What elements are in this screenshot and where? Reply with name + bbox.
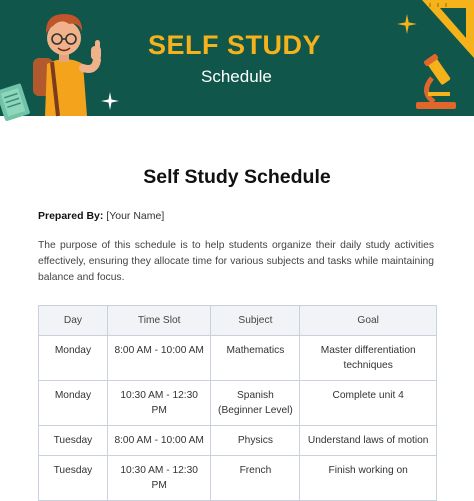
prepared-by-label: Prepared By: bbox=[38, 210, 104, 222]
cell-goal: Understand laws of motion bbox=[300, 426, 437, 456]
prepared-by-value: [Your Name] bbox=[106, 210, 165, 222]
header-subject: Subject bbox=[211, 306, 300, 336]
header-banner bbox=[0, 0, 474, 116]
microscope-icon bbox=[410, 52, 470, 112]
cell-time-slot: 10:30 AM - 12:30 PM bbox=[107, 381, 211, 426]
table-row bbox=[39, 426, 437, 456]
banner-title: SELF STUDY bbox=[148, 30, 322, 60]
purpose-paragraph: The purpose of this schedule is to help students organize their daily study activities effectively, ensuring they allocate time for various subjects and tasks while maintaining balance and focus. bbox=[38, 240, 434, 283]
prepared-by bbox=[38, 210, 164, 222]
cell-goal: Finish working on bbox=[300, 456, 437, 501]
header-time-slot: Time Slot bbox=[107, 306, 211, 336]
table-header-row bbox=[39, 306, 437, 336]
cell-subject: Mathematics bbox=[211, 336, 300, 381]
cell-goal: Master differentiation techniques bbox=[300, 336, 437, 381]
table-row bbox=[39, 381, 437, 426]
cell-day: Tuesday bbox=[39, 426, 108, 456]
document-title: Self Study Schedule bbox=[143, 166, 331, 188]
table-row bbox=[39, 336, 437, 381]
sparkle-icon bbox=[397, 14, 417, 34]
header-goal: Goal bbox=[300, 306, 437, 336]
cell-goal: Complete unit 4 bbox=[300, 381, 437, 426]
cell-subject: French bbox=[211, 456, 300, 501]
cell-subject: Physics bbox=[211, 426, 300, 456]
banner-subtitle: Schedule bbox=[201, 67, 272, 86]
cell-subject: Spanish (Beginner Level) bbox=[211, 381, 300, 426]
cell-time-slot: 8:00 AM - 10:00 AM bbox=[107, 426, 211, 456]
header-day: Day bbox=[39, 306, 108, 336]
cell-day: Tuesday bbox=[39, 456, 108, 501]
cell-time-slot: 8:00 AM - 10:00 AM bbox=[107, 336, 211, 381]
cell-day: Monday bbox=[39, 381, 108, 426]
sparkle-icon bbox=[101, 92, 119, 110]
table-row bbox=[39, 456, 437, 501]
schedule-table bbox=[38, 305, 437, 501]
cell-day: Monday bbox=[39, 336, 108, 381]
cell-time-slot: 10:30 AM - 12:30 PM bbox=[107, 456, 211, 501]
